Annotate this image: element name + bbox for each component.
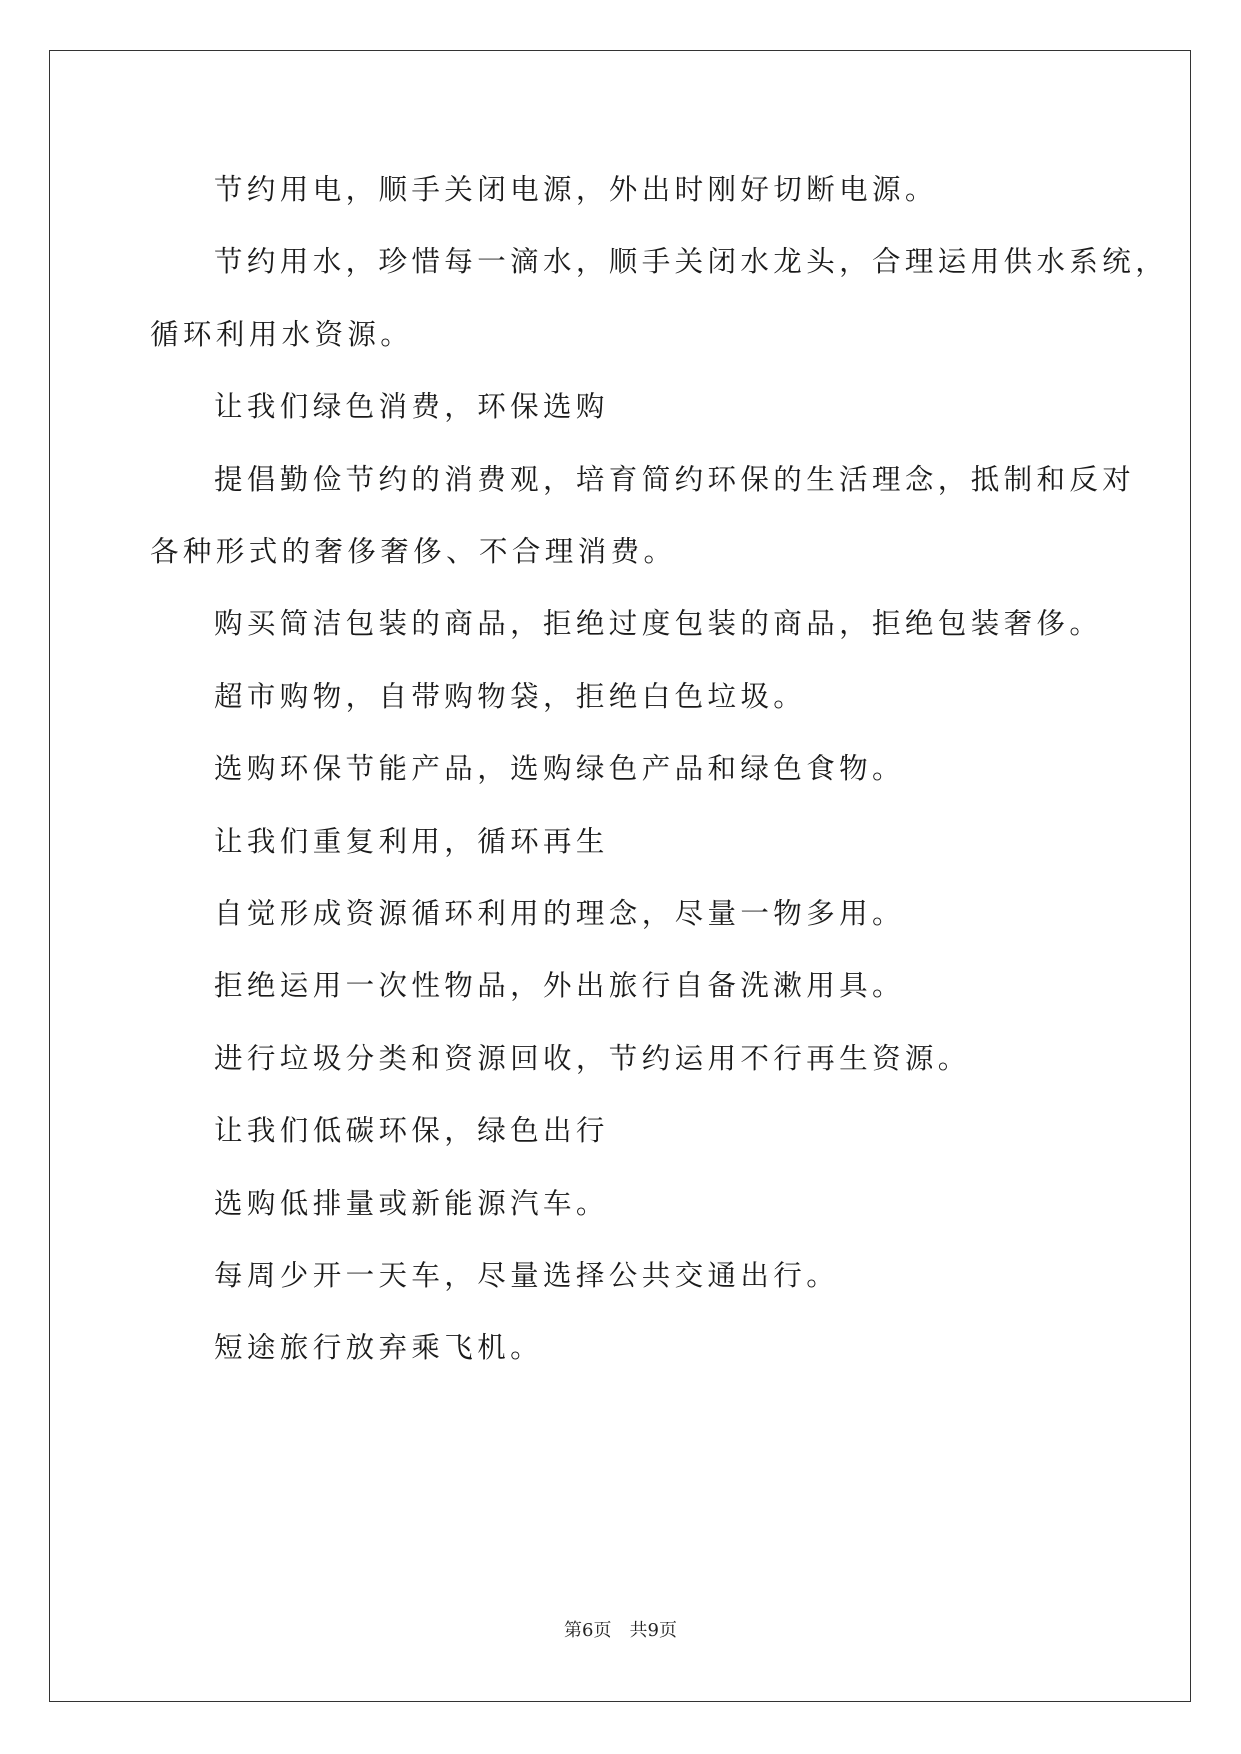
text-line: 购买简洁包装的商品，拒绝过度包装的商品，拒绝包装奢侈。	[214, 607, 1103, 641]
text-line: 选购低排量或新能源汽车。	[214, 1186, 609, 1220]
text-line: 自觉形成资源循环利用的理念，尽量一物多用。	[214, 897, 905, 930]
text-line: 选购环保节能产品，选购绿色产品和绿色食物。	[214, 752, 905, 786]
text-line: 提倡勤俭节约的消费观，培育简约环保的生活理念，抵制和反对	[214, 462, 1136, 496]
text-line: 节约用电，顺手关闭电源，外出时刚好切断电源。	[214, 173, 938, 206]
text-line: 节约用水，珍惜每一滴水，顺手关闭水龙头，合理运用供水系统，	[214, 245, 1169, 279]
text-line: 超市购物，自带购物袋，拒绝白色垃圾。	[214, 679, 807, 713]
text-line: 拒绝运用一次性物品，外出旅行自备洗漱用具。	[214, 969, 905, 1003]
page-number: 第6页	[564, 1620, 612, 1641]
page-border	[49, 50, 1191, 1702]
text-line: 让我们低碳环保，绿色出行	[214, 1114, 609, 1148]
text-line: 进行垃圾分类和资源回收，节约运用不行再生资源。	[214, 1041, 971, 1075]
text-line: 循环利用水资源。	[150, 317, 414, 351]
text-line: 各种形式的奢侈奢侈、不合理消费。	[150, 535, 677, 568]
text-line: 短途旅行放弃乘飞机。	[214, 1331, 544, 1365]
text-line: 每周少开一天车，尽量选择公共交通出行。	[214, 1259, 840, 1292]
text-line: 让我们重复利用，循环再生	[214, 824, 609, 858]
page-footer	[0, 1619, 1241, 1643]
text-line: 让我们绿色消费，环保选购	[214, 390, 609, 424]
total-pages: 共9页	[629, 1620, 677, 1641]
